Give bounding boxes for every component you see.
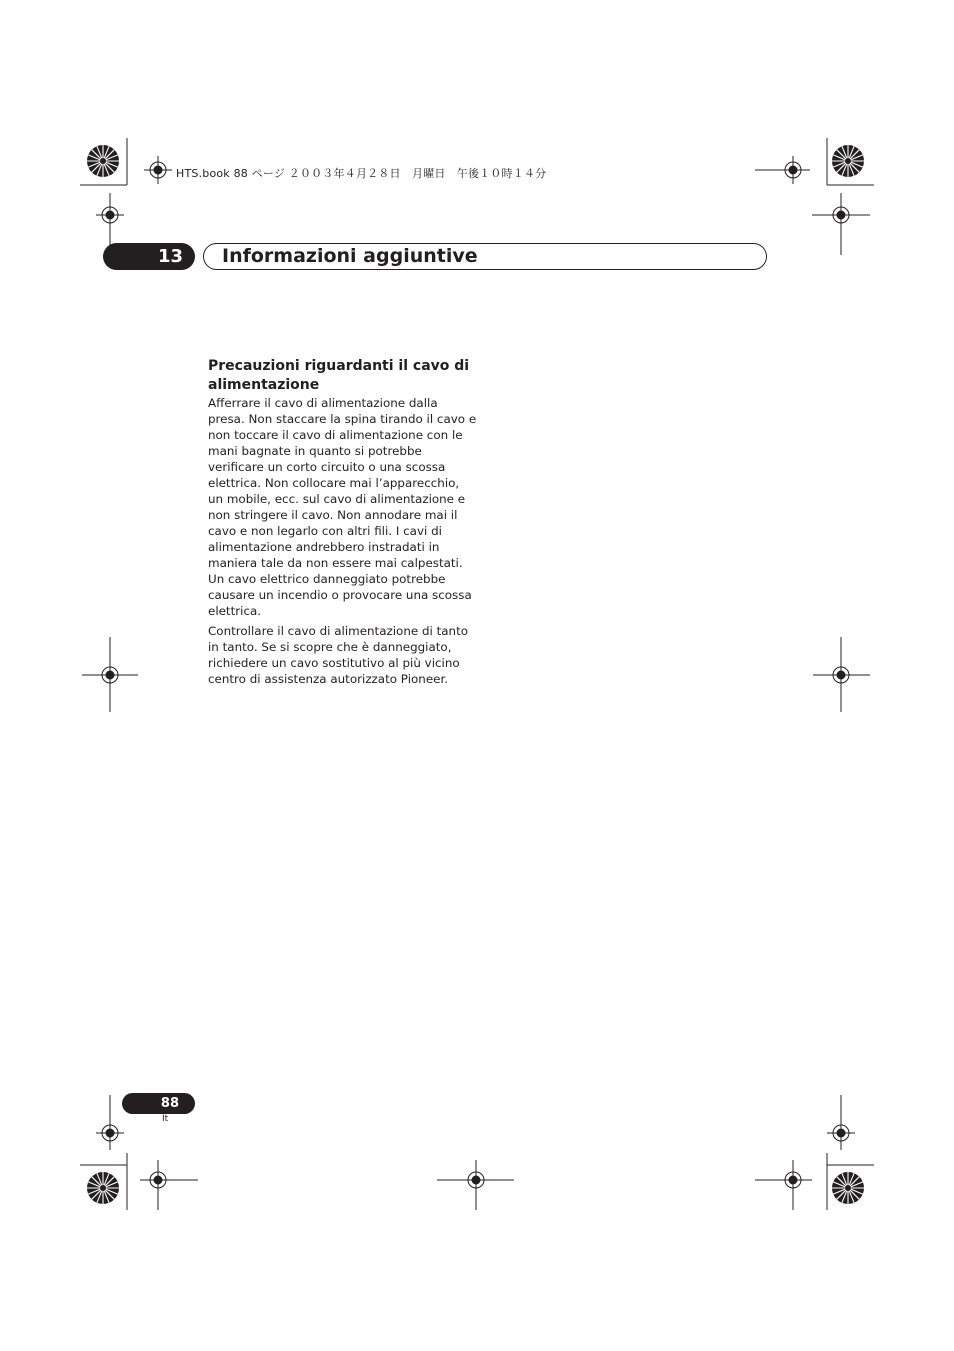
page-number: 88	[160, 1096, 179, 1111]
page-number-tab	[122, 1093, 195, 1114]
chapter-title: Informazioni aggiuntive	[222, 245, 478, 267]
crop-mark-bottom-center	[437, 1160, 514, 1210]
crop-mark-bottom-right	[755, 1095, 874, 1210]
crop-mark-top-right	[755, 138, 874, 255]
print-info-line: HTS.book 88 ページ ２００３年４月２８日 月曜日 午後１０時１４分	[176, 167, 547, 180]
star-target-icon	[832, 145, 864, 177]
star-target-icon	[832, 1172, 864, 1204]
star-target-icon	[87, 1172, 119, 1204]
chapter-number-tab	[103, 243, 195, 270]
paragraph: Afferrare il cavo di alimentazione dalla presa. Non staccare la spina tirando il cavo e non toccare il cavo di alimentazione con le mani bagnate in quanto si potrebbe verificare un corto circuito o una scossa elettrica. Non collocare mai l’apparecchio, un mobile, ecc. sul cavo di alimentazione e non stringere il cavo. Non annodare mai il cavo e non legarlo con altri fili. I cavi di alimentazione andrebbero instradati in maniera tale da non essere mai calpestati. Un cavo elettrico danneggiato potrebbe causare un incendio o provocare una scossa elettrica.	[208, 396, 477, 618]
section-heading: Precauzioni riguardanti il cavo di alimentazione	[208, 358, 470, 393]
registration-mark-icon	[144, 156, 172, 184]
crop-mark-top-left	[80, 138, 172, 255]
language-code: It	[162, 1114, 169, 1124]
chapter-number: 13	[157, 246, 183, 267]
chapter-title-box	[203, 243, 767, 270]
side-mark-right	[813, 637, 870, 712]
paragraph: Controllare il cavo di alimentazione di tanto in tanto. Se si scopre che è danneggiato, richiedere un cavo sostitutivo al più vicino centro di assistenza autorizzato Pioneer.	[208, 624, 469, 686]
side-mark-left	[82, 637, 138, 712]
star-target-icon	[87, 145, 119, 177]
section-content	[208, 357, 478, 687]
